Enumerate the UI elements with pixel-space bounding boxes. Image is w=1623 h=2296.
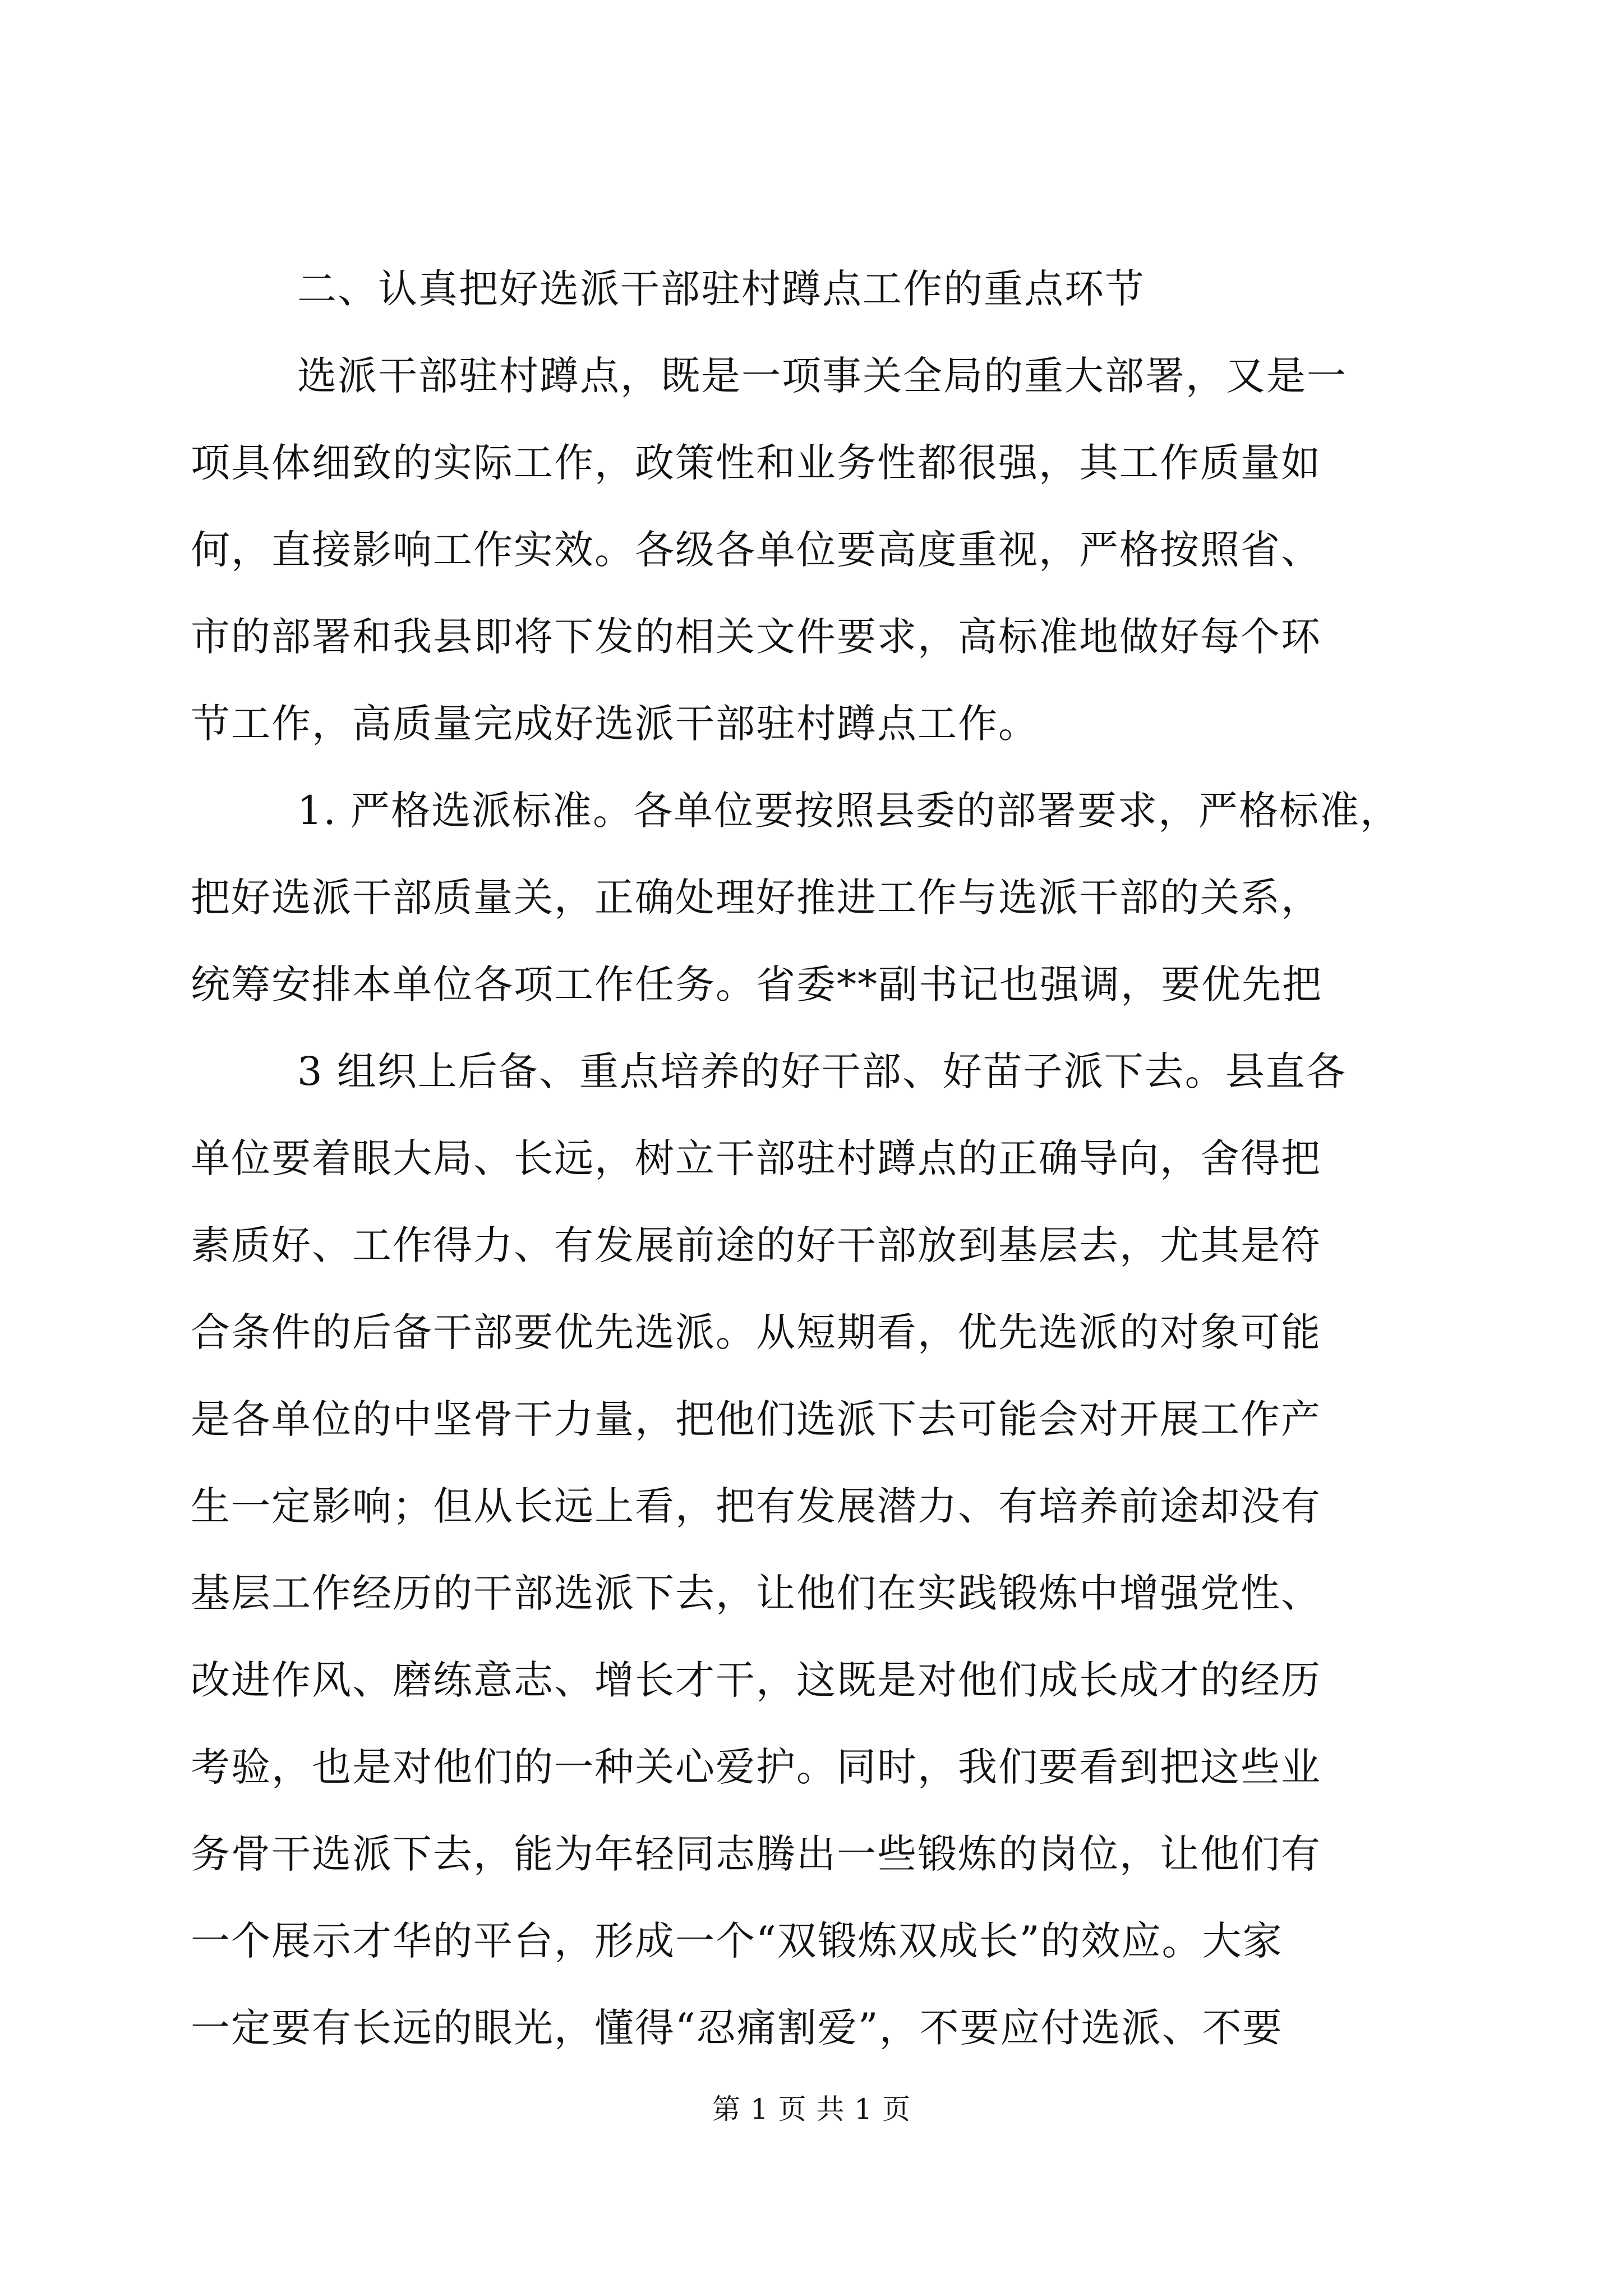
paragraph-line: 把好选派干部质量关，正确处理好推进工作与选派干部的关系， [191, 875, 1321, 921]
paragraph-line: 节工作，高质量完成好选派干部驻村蹲点工作。 [191, 701, 1039, 747]
paragraph-line: 何，直接影响工作实效。各级各单位要高度重视，严格按照省、 [191, 527, 1321, 573]
paragraph-line: 市的部署和我县即将下发的相关文件要求，高标准地做好每个环 [191, 614, 1321, 660]
section-heading: 二、认真把好选派干部驻村蹲点工作的重点环节 [297, 266, 1145, 312]
paragraph-line: 是各单位的中坚骨干力量，把他们选派下去可能会对开展工作产 [191, 1396, 1321, 1442]
paragraph-line: 项具体细致的实际工作，政策性和业务性都很强，其工作质量如 [191, 440, 1321, 486]
paragraph-line: 3 组织上后备、重点培养的好干部、好苗子派下去。县直各 [297, 1048, 1347, 1094]
paragraph-line: 合条件的后备干部要优先选派。从短期看，优先选派的对象可能 [191, 1309, 1321, 1355]
paragraph-line: 一定要有长远的眼光，懂得“忍痛割爱”，不要应付选派、不要 [191, 2005, 1283, 2051]
paragraph-line: 考验，也是对他们的一种关心爱护。同时，我们要看到把这些业 [191, 1744, 1321, 1790]
paragraph-line: 生一定影响；但从长远上看，把有发展潜力、有培养前途却没有 [191, 1483, 1321, 1529]
paragraph-line: 一个展示才华的平台，形成一个“双锻炼双成长”的效应。大家 [191, 1918, 1283, 1964]
page-footer: 第 1 页 共 1 页 [712, 2093, 911, 2125]
paragraph-line: 选派干部驻村蹲点，既是一项事关全局的重大部署，又是一 [297, 353, 1347, 399]
paragraph-line: 务骨干选派下去，能为年轻同志腾出一些锻炼的岗位，让他们有 [191, 1831, 1321, 1877]
paragraph-line: 素质好、工作得力、有发展前途的好干部放到基层去，尤其是符 [191, 1222, 1321, 1268]
paragraph-line: 单位要着眼大局、长远，树立干部驻村蹲点的正确导向，舍得把 [191, 1135, 1321, 1181]
paragraph-line: 改进作风、磨练意志、增长才干，这既是对他们成长成才的经历 [191, 1657, 1321, 1703]
paragraph-line: 基层工作经历的干部选派下去，让他们在实践锻炼中增强党性、 [191, 1570, 1321, 1616]
paragraph-line: 统筹安排本单位各项工作任务。省委**副书记也强调，要优先把 [191, 961, 1322, 1007]
paragraph-line: 1. 严格选派标准。各单位要按照县委的部署要求，严格标准， [297, 788, 1401, 834]
